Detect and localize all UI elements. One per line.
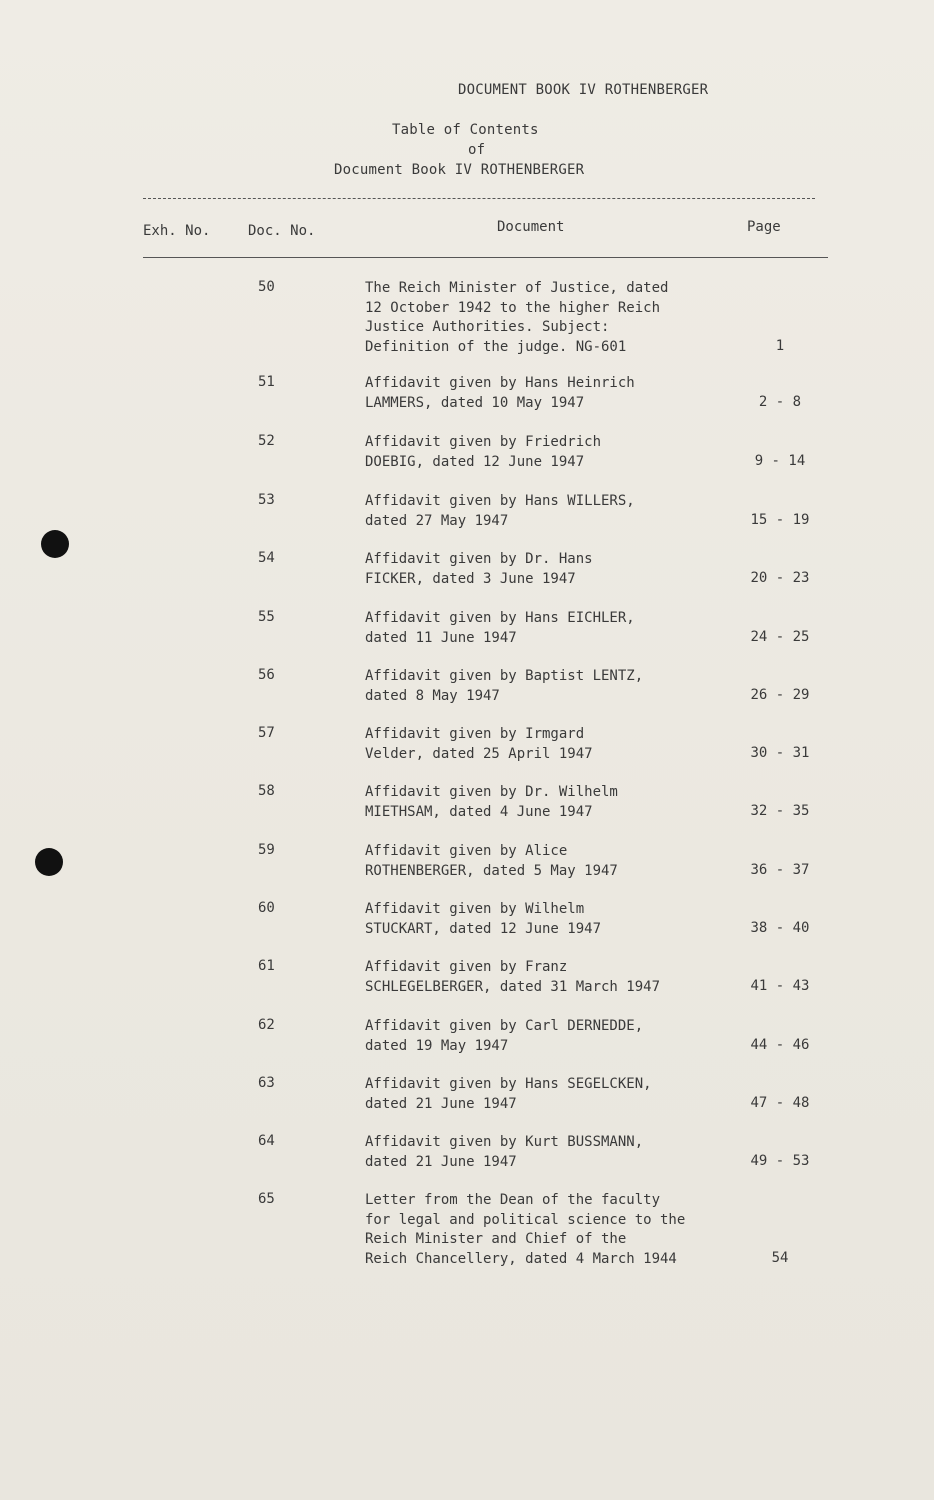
document-description bbox=[365, 550, 735, 589]
toc-title: Table of Contents bbox=[392, 122, 539, 138]
description-line: LAMMERS, dated 10 May 1947 bbox=[365, 394, 585, 411]
document-description bbox=[365, 958, 735, 997]
description-line: Reich Minister and Chief of the bbox=[365, 1231, 627, 1247]
doc-number: 50 bbox=[258, 279, 275, 295]
document-description bbox=[365, 1075, 735, 1114]
toc-subtitle: Document Book IV ROTHENBERGER bbox=[334, 162, 585, 178]
document-description bbox=[365, 279, 735, 357]
col-doc-no: Doc. No. bbox=[248, 223, 316, 239]
doc-number: 55 bbox=[258, 609, 275, 625]
description-line: Reich Chancellery, dated 4 March 1944 bbox=[365, 1250, 677, 1267]
description-line: Affidavit given by Baptist LENTZ, bbox=[365, 668, 644, 684]
description-line: MIETHSAM, dated 4 June 1947 bbox=[365, 803, 593, 820]
description-line: Velder, dated 25 April 1947 bbox=[365, 745, 593, 762]
doc-number: 60 bbox=[258, 900, 275, 916]
document-description bbox=[365, 433, 735, 472]
document-description bbox=[365, 374, 735, 413]
page-range: 38 - 40 bbox=[750, 919, 810, 936]
page-range: 15 - 19 bbox=[750, 511, 810, 528]
description-line: Affidavit given by Carl DERNEDDE, bbox=[365, 1018, 644, 1034]
description-line: Affidavit given by Wilhelm bbox=[365, 901, 585, 917]
header-divider bbox=[143, 257, 828, 258]
description-line: FICKER, dated 3 June 1947 bbox=[365, 570, 576, 587]
doc-number: 58 bbox=[258, 783, 275, 799]
toc-of: of bbox=[468, 142, 486, 158]
description-line: STUCKART, dated 12 June 1947 bbox=[365, 920, 602, 937]
punch-hole-upper bbox=[41, 530, 69, 558]
doc-number: 54 bbox=[258, 550, 275, 566]
doc-number: 53 bbox=[258, 492, 275, 508]
document-description bbox=[365, 609, 735, 648]
description-line: dated 27 May 1947 bbox=[365, 512, 509, 529]
description-line: Affidavit given by Dr. Wilhelm bbox=[365, 784, 618, 800]
page-range: 47 - 48 bbox=[750, 1094, 810, 1111]
description-line: for legal and political science to the bbox=[365, 1211, 686, 1228]
document-description bbox=[365, 492, 735, 531]
description-line: dated 11 June 1947 bbox=[365, 629, 517, 646]
description-line: Affidavit given by Hans SEGELCKEN, bbox=[365, 1076, 652, 1092]
page-range: 30 - 31 bbox=[750, 744, 810, 761]
description-line: ROTHENBERGER, dated 5 May 1947 bbox=[365, 862, 618, 879]
punch-hole-lower bbox=[35, 848, 63, 876]
description-line: dated 8 May 1947 bbox=[365, 687, 500, 704]
document-description bbox=[365, 783, 735, 822]
description-line: DOEBIG, dated 12 June 1947 bbox=[365, 453, 585, 470]
page-range: 9 - 14 bbox=[754, 452, 806, 469]
description-line: Affidavit given by Friedrich bbox=[365, 434, 602, 450]
page-range: 1 bbox=[775, 337, 785, 354]
description-line: dated 19 May 1947 bbox=[365, 1037, 509, 1054]
page-range: 36 - 37 bbox=[750, 861, 810, 878]
page-range: 24 - 25 bbox=[750, 628, 810, 645]
page-range: 41 - 43 bbox=[750, 977, 810, 994]
page-range: 54 bbox=[771, 1249, 789, 1266]
document-description bbox=[365, 1017, 735, 1056]
col-page: Page bbox=[747, 219, 781, 235]
col-document: Document bbox=[497, 219, 565, 235]
document-description bbox=[365, 667, 735, 706]
doc-number: 65 bbox=[258, 1191, 275, 1207]
document-description bbox=[365, 842, 735, 881]
description-line: Affidavit given by Alice bbox=[365, 843, 568, 859]
description-line: dated 21 June 1947 bbox=[365, 1095, 517, 1112]
description-line: dated 21 June 1947 bbox=[365, 1153, 517, 1170]
doc-number: 56 bbox=[258, 667, 275, 683]
doc-number: 61 bbox=[258, 958, 275, 974]
document-description bbox=[365, 1191, 735, 1269]
doc-number: 51 bbox=[258, 374, 275, 390]
description-line: Affidavit given by Hans Heinrich bbox=[365, 375, 635, 391]
col-exh-no: Exh. No. bbox=[143, 223, 211, 239]
description-line: Definition of the judge. NG-601 bbox=[365, 338, 627, 355]
description-line: Justice Authorities. Subject: bbox=[365, 319, 610, 335]
page-range: 32 - 35 bbox=[750, 802, 810, 819]
document-description bbox=[365, 725, 735, 764]
description-line: The Reich Minister of Justice, dated bbox=[365, 280, 669, 296]
page-range: 44 - 46 bbox=[750, 1036, 810, 1053]
document-description bbox=[365, 900, 735, 939]
document-description bbox=[365, 1133, 735, 1172]
doc-number: 63 bbox=[258, 1075, 275, 1091]
top-divider bbox=[143, 198, 815, 199]
doc-number: 52 bbox=[258, 433, 275, 449]
page-range: 26 - 29 bbox=[750, 686, 810, 703]
description-line: Affidavit given by Hans WILLERS, bbox=[365, 493, 635, 509]
page-range: 49 - 53 bbox=[750, 1152, 810, 1169]
doc-number: 62 bbox=[258, 1017, 275, 1033]
description-line: Letter from the Dean of the faculty bbox=[365, 1192, 661, 1208]
description-line: Affidavit given by Hans EICHLER, bbox=[365, 610, 635, 626]
description-line: 12 October 1942 to the higher Reich bbox=[365, 299, 661, 316]
page-range: 20 - 23 bbox=[750, 569, 810, 586]
doc-number: 64 bbox=[258, 1133, 275, 1149]
description-line: Affidavit given by Kurt BUSSMANN, bbox=[365, 1134, 644, 1150]
doc-number: 59 bbox=[258, 842, 275, 858]
doc-number: 57 bbox=[258, 725, 275, 741]
page-range: 2 - 8 bbox=[758, 393, 802, 410]
description-line: Affidavit given by Dr. Hans bbox=[365, 551, 593, 567]
description-line: SCHLEGELBERGER, dated 31 March 1947 bbox=[365, 978, 661, 995]
description-line: Affidavit given by Franz bbox=[365, 959, 568, 975]
description-line: Affidavit given by Irmgard bbox=[365, 726, 585, 742]
book-title: DOCUMENT BOOK IV ROTHENBERGER bbox=[458, 82, 709, 98]
